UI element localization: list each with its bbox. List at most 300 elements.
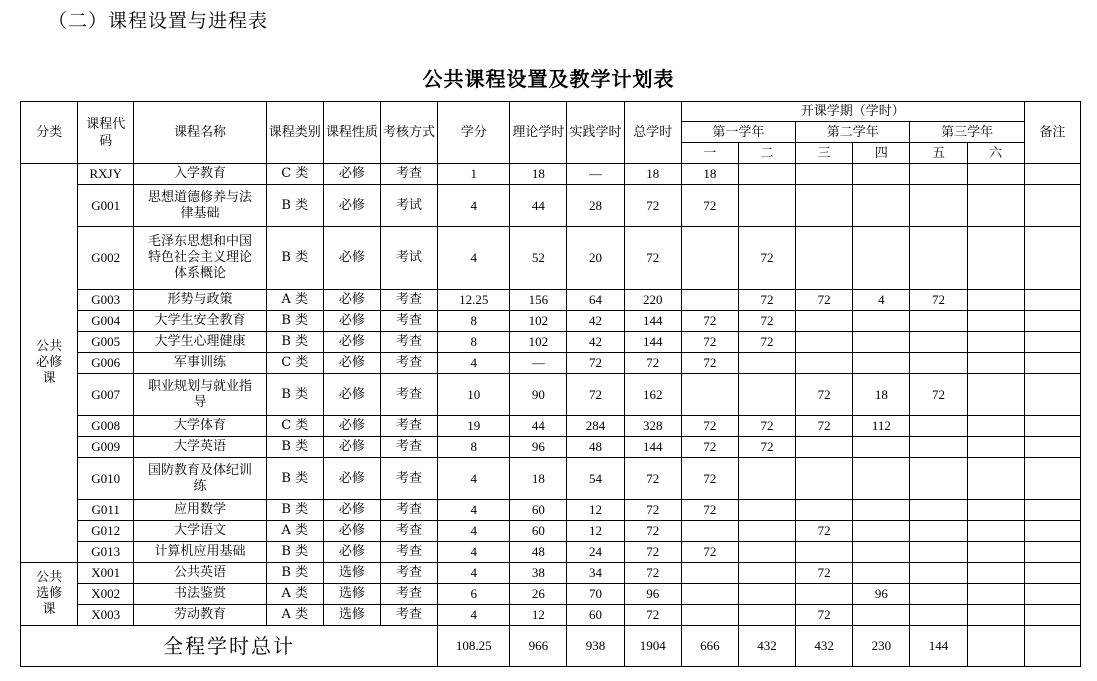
term-3-cell: [796, 353, 853, 374]
totals-term-5: 144: [910, 626, 967, 667]
term-1-cell: 72: [681, 311, 738, 332]
total-cell: 72: [624, 563, 681, 584]
remark-cell: [1024, 500, 1080, 521]
term-3-cell: [796, 164, 853, 185]
term-1-cell: 72: [681, 185, 738, 227]
table-row: [21, 311, 1081, 332]
nature-cell: 必修: [323, 416, 380, 437]
credit-cell: 10: [438, 374, 510, 416]
credit-cell: 8: [438, 332, 510, 353]
total-cell: 72: [624, 500, 681, 521]
term-4-cell: [853, 521, 910, 542]
credit-cell: 4: [438, 542, 510, 563]
code-cell: G002: [78, 227, 134, 290]
header-theory: 理论学时: [510, 102, 567, 164]
term-6-cell: [967, 584, 1024, 605]
type-cell: B 类: [266, 500, 323, 521]
header-term-5: 五: [910, 143, 967, 164]
term-6-cell: [967, 290, 1024, 311]
exam-cell: 考查: [380, 563, 437, 584]
term-6-cell: [967, 521, 1024, 542]
nature-cell: 选修: [323, 605, 380, 626]
term-1-cell: 72: [681, 353, 738, 374]
totals-term-6: [967, 626, 1024, 667]
exam-cell: 考查: [380, 164, 437, 185]
term-1-cell: [681, 605, 738, 626]
table-row: [21, 605, 1081, 626]
table-row: [21, 374, 1081, 416]
total-cell: 72: [624, 185, 681, 227]
table-title: 公共课程设置及教学计划表: [422, 67, 675, 91]
name-cell: 毛泽东思想和中国特色社会主义理论体系概论: [134, 227, 266, 290]
credit-cell: 4: [438, 605, 510, 626]
term-2-cell: [738, 164, 795, 185]
term-1-cell: 72: [681, 416, 738, 437]
nature-cell: 选修: [323, 584, 380, 605]
exam-cell: 考查: [380, 584, 437, 605]
term-4-cell: [853, 353, 910, 374]
name-cell: 军事训练: [134, 353, 266, 374]
practice-cell: 70: [567, 584, 624, 605]
term-5-cell: [910, 437, 967, 458]
term-3-cell: [796, 500, 853, 521]
remark-cell: [1024, 332, 1080, 353]
theory-cell: 102: [510, 311, 567, 332]
term-2-cell: [738, 584, 795, 605]
term-3-cell: [796, 542, 853, 563]
term-5-cell: [910, 584, 967, 605]
credit-cell: 4: [438, 353, 510, 374]
term-5-cell: [910, 563, 967, 584]
practice-cell: 72: [567, 374, 624, 416]
term-1-cell: 18: [681, 164, 738, 185]
nature-cell: 必修: [323, 332, 380, 353]
term-1-cell: 72: [681, 500, 738, 521]
nature-cell: 必修: [323, 227, 380, 290]
header-practice: 实践学时: [567, 102, 624, 164]
term-1-cell: 72: [681, 542, 738, 563]
header-code: 课程代码: [78, 102, 134, 164]
total-cell: 328: [624, 416, 681, 437]
remark-cell: [1024, 353, 1080, 374]
code-cell: G005: [78, 332, 134, 353]
term-1-cell: 72: [681, 458, 738, 500]
exam-cell: 考查: [380, 437, 437, 458]
exam-cell: 考查: [380, 542, 437, 563]
remark-cell: [1024, 290, 1080, 311]
totals-total: 1904: [624, 626, 681, 667]
term-3-cell: 72: [796, 605, 853, 626]
total-cell: 72: [624, 521, 681, 542]
term-6-cell: [967, 458, 1024, 500]
credit-cell: 4: [438, 500, 510, 521]
header-schedule: 开课学期（学时）: [681, 102, 1024, 122]
term-1-cell: [681, 584, 738, 605]
practice-cell: 28: [567, 185, 624, 227]
exam-cell: 考查: [380, 416, 437, 437]
term-5-cell: 72: [910, 374, 967, 416]
header-term-6: 六: [967, 143, 1024, 164]
exam-cell: 考查: [380, 311, 437, 332]
term-5-cell: [910, 311, 967, 332]
code-cell: G007: [78, 374, 134, 416]
practice-cell: 284: [567, 416, 624, 437]
term-3-cell: [796, 458, 853, 500]
plan-body: [21, 164, 1081, 667]
credit-cell: 4: [438, 185, 510, 227]
term-5-cell: [910, 458, 967, 500]
name-cell: 劳动教育: [134, 605, 266, 626]
term-2-cell: [738, 374, 795, 416]
code-cell: X002: [78, 584, 134, 605]
remark-cell: [1024, 227, 1080, 290]
theory-cell: 44: [510, 185, 567, 227]
code-cell: G013: [78, 542, 134, 563]
term-4-cell: 112: [853, 416, 910, 437]
practice-cell: 54: [567, 458, 624, 500]
term-4-cell: [853, 542, 910, 563]
totals-term-1: 666: [681, 626, 738, 667]
term-4-cell: [853, 605, 910, 626]
term-2-cell: [738, 458, 795, 500]
term-3-cell: [796, 227, 853, 290]
code-cell: G012: [78, 521, 134, 542]
totals-remark: [1024, 626, 1080, 667]
term-3-cell: [796, 185, 853, 227]
term-6-cell: [967, 332, 1024, 353]
header-term-1: 一: [681, 143, 738, 164]
exam-cell: 考查: [380, 605, 437, 626]
total-cell: 144: [624, 437, 681, 458]
practice-cell: 12: [567, 500, 624, 521]
term-1-cell: [681, 227, 738, 290]
term-4-cell: [853, 185, 910, 227]
type-cell: A 类: [266, 521, 323, 542]
term-3-cell: 72: [796, 416, 853, 437]
table-row: [21, 332, 1081, 353]
exam-cell: 考查: [380, 290, 437, 311]
table-row: [21, 353, 1081, 374]
theory-cell: 156: [510, 290, 567, 311]
term-4-cell: [853, 437, 910, 458]
term-4-cell: 4: [853, 290, 910, 311]
term-1-cell: [681, 521, 738, 542]
term-1-cell: 72: [681, 332, 738, 353]
nature-cell: 必修: [323, 290, 380, 311]
type-cell: B 类: [266, 458, 323, 500]
theory-cell: 90: [510, 374, 567, 416]
header-year3: 第三学年: [910, 122, 1024, 143]
term-6-cell: [967, 374, 1024, 416]
theory-cell: 26: [510, 584, 567, 605]
term-4-cell: [853, 227, 910, 290]
remark-cell: [1024, 311, 1080, 332]
totals-practice: 938: [567, 626, 624, 667]
credit-cell: 8: [438, 437, 510, 458]
header-remark: 备注: [1024, 102, 1080, 164]
term-2-cell: [738, 605, 795, 626]
code-cell: G001: [78, 185, 134, 227]
total-cell: 72: [624, 605, 681, 626]
code-cell: RXJY: [78, 164, 134, 185]
practice-cell: 60: [567, 605, 624, 626]
totals-credit: 108.25: [438, 626, 510, 667]
code-cell: X003: [78, 605, 134, 626]
exam-cell: 考查: [380, 374, 437, 416]
term-2-cell: 72: [738, 437, 795, 458]
remark-cell: [1024, 458, 1080, 500]
term-5-cell: [910, 332, 967, 353]
term-5-cell: [910, 353, 967, 374]
code-cell: G008: [78, 416, 134, 437]
term-6-cell: [967, 605, 1024, 626]
table-row: [21, 437, 1081, 458]
theory-cell: 52: [510, 227, 567, 290]
term-3-cell: 72: [796, 563, 853, 584]
exam-cell: 考试: [380, 227, 437, 290]
theory-cell: 60: [510, 500, 567, 521]
credit-cell: 4: [438, 458, 510, 500]
total-cell: 72: [624, 353, 681, 374]
theory-cell: —: [510, 353, 567, 374]
type-cell: A 类: [266, 584, 323, 605]
term-4-cell: [853, 164, 910, 185]
term-5-cell: [910, 605, 967, 626]
credit-cell: 12.25: [438, 290, 510, 311]
type-cell: B 类: [266, 332, 323, 353]
exam-cell: 考查: [380, 500, 437, 521]
practice-cell: 12: [567, 521, 624, 542]
name-cell: 书法鉴赏: [134, 584, 266, 605]
table-row: [21, 584, 1081, 605]
term-2-cell: 72: [738, 332, 795, 353]
total-cell: 162: [624, 374, 681, 416]
total-cell: 220: [624, 290, 681, 311]
type-cell: B 类: [266, 311, 323, 332]
term-3-cell: 72: [796, 521, 853, 542]
practice-cell: 42: [567, 332, 624, 353]
header-nature: 课程性质: [323, 102, 380, 164]
totals-term-3: 432: [796, 626, 853, 667]
name-cell: 形势与政策: [134, 290, 266, 311]
term-5-cell: [910, 416, 967, 437]
header-year1: 第一学年: [681, 122, 795, 143]
practice-cell: 64: [567, 290, 624, 311]
code-cell: G006: [78, 353, 134, 374]
term-4-cell: [853, 500, 910, 521]
type-cell: C 类: [266, 164, 323, 185]
theory-cell: 12: [510, 605, 567, 626]
term-5-cell: [910, 500, 967, 521]
practice-cell: 24: [567, 542, 624, 563]
term-6-cell: [967, 164, 1024, 185]
table-row: [21, 290, 1081, 311]
exam-cell: 考查: [380, 353, 437, 374]
exam-cell: 考查: [380, 332, 437, 353]
practice-cell: —: [567, 164, 624, 185]
theory-cell: 60: [510, 521, 567, 542]
nature-cell: 必修: [323, 437, 380, 458]
header-term-3: 三: [796, 143, 853, 164]
term-6-cell: [967, 185, 1024, 227]
section-title: （二）课程设置与进程表: [48, 10, 269, 32]
totals-theory: 966: [510, 626, 567, 667]
course-plan-table: [20, 101, 1081, 667]
nature-cell: 选修: [323, 563, 380, 584]
name-cell: 职业规划与就业指导: [134, 374, 266, 416]
totals-term-2: 432: [738, 626, 795, 667]
table-row: [21, 458, 1081, 500]
credit-cell: 6: [438, 584, 510, 605]
credit-cell: 4: [438, 521, 510, 542]
type-cell: B 类: [266, 437, 323, 458]
header-category: 分类: [21, 102, 78, 164]
header-type: 课程类别: [266, 102, 323, 164]
name-cell: 应用数学: [134, 500, 266, 521]
term-5-cell: [910, 542, 967, 563]
term-5-cell: [910, 227, 967, 290]
term-2-cell: 72: [738, 227, 795, 290]
total-cell: 144: [624, 311, 681, 332]
name-cell: 国防教育及体纪训练: [134, 458, 266, 500]
term-2-cell: [738, 185, 795, 227]
term-3-cell: 72: [796, 290, 853, 311]
nature-cell: 必修: [323, 185, 380, 227]
header-name: 课程名称: [134, 102, 266, 164]
term-2-cell: 72: [738, 290, 795, 311]
remark-cell: [1024, 584, 1080, 605]
nature-cell: 必修: [323, 374, 380, 416]
name-cell: 计算机应用基础: [134, 542, 266, 563]
name-cell: 思想道德修养与法律基础: [134, 185, 266, 227]
remark-cell: [1024, 374, 1080, 416]
type-cell: B 类: [266, 374, 323, 416]
total-cell: 96: [624, 584, 681, 605]
name-cell: 大学体育: [134, 416, 266, 437]
exam-cell: 考查: [380, 521, 437, 542]
credit-cell: 4: [438, 563, 510, 584]
credit-cell: 8: [438, 311, 510, 332]
credit-cell: 4: [438, 227, 510, 290]
term-1-cell: [681, 374, 738, 416]
exam-cell: 考试: [380, 185, 437, 227]
term-3-cell: [796, 584, 853, 605]
name-cell: 大学英语: [134, 437, 266, 458]
term-2-cell: [738, 353, 795, 374]
header-total: 总学时: [624, 102, 681, 164]
theory-cell: 18: [510, 164, 567, 185]
type-cell: B 类: [266, 227, 323, 290]
term-5-cell: 72: [910, 290, 967, 311]
remark-cell: [1024, 521, 1080, 542]
term-2-cell: 72: [738, 416, 795, 437]
table-row: [21, 164, 1081, 185]
type-cell: B 类: [266, 185, 323, 227]
total-cell: 72: [624, 227, 681, 290]
header-year2: 第二学年: [796, 122, 910, 143]
term-4-cell: 96: [853, 584, 910, 605]
nature-cell: 必修: [323, 458, 380, 500]
total-cell: 144: [624, 332, 681, 353]
category-cell: 公共必修课: [21, 164, 78, 563]
term-4-cell: [853, 563, 910, 584]
exam-cell: 考查: [380, 458, 437, 500]
type-cell: A 类: [266, 290, 323, 311]
table-row: [21, 416, 1081, 437]
remark-cell: [1024, 437, 1080, 458]
term-4-cell: [853, 332, 910, 353]
term-2-cell: [738, 521, 795, 542]
table-row: [21, 185, 1081, 227]
total-cell: 72: [624, 458, 681, 500]
nature-cell: 必修: [323, 311, 380, 332]
type-cell: B 类: [266, 542, 323, 563]
term-6-cell: [967, 500, 1024, 521]
name-cell: 大学生安全教育: [134, 311, 266, 332]
theory-cell: 102: [510, 332, 567, 353]
practice-cell: 20: [567, 227, 624, 290]
header-credit: 学分: [438, 102, 510, 164]
term-6-cell: [967, 353, 1024, 374]
term-6-cell: [967, 416, 1024, 437]
term-5-cell: [910, 521, 967, 542]
header-exam: 考核方式: [380, 102, 437, 164]
theory-cell: 44: [510, 416, 567, 437]
remark-cell: [1024, 605, 1080, 626]
name-cell: 公共英语: [134, 563, 266, 584]
remark-cell: [1024, 563, 1080, 584]
type-cell: C 类: [266, 353, 323, 374]
table-row: [21, 563, 1081, 584]
table-row: [21, 227, 1081, 290]
term-1-cell: [681, 290, 738, 311]
practice-cell: 34: [567, 563, 624, 584]
code-cell: G009: [78, 437, 134, 458]
theory-cell: 96: [510, 437, 567, 458]
table-row: [21, 542, 1081, 563]
practice-cell: 48: [567, 437, 624, 458]
term-5-cell: [910, 185, 967, 227]
type-cell: C 类: [266, 416, 323, 437]
term-6-cell: [967, 437, 1024, 458]
table-row: [21, 500, 1081, 521]
category-cell: 公共选修课: [21, 563, 78, 626]
term-6-cell: [967, 227, 1024, 290]
credit-cell: 1: [438, 164, 510, 185]
term-3-cell: [796, 332, 853, 353]
totals-label: 全程学时总计: [21, 626, 438, 667]
name-cell: 大学生心理健康: [134, 332, 266, 353]
term-6-cell: [967, 311, 1024, 332]
code-cell: G011: [78, 500, 134, 521]
term-6-cell: [967, 542, 1024, 563]
remark-cell: [1024, 185, 1080, 227]
type-cell: B 类: [266, 563, 323, 584]
term-2-cell: [738, 542, 795, 563]
code-cell: X001: [78, 563, 134, 584]
code-cell: G004: [78, 311, 134, 332]
term-4-cell: [853, 458, 910, 500]
header-term-4: 四: [853, 143, 910, 164]
code-cell: G010: [78, 458, 134, 500]
theory-cell: 38: [510, 563, 567, 584]
nature-cell: 必修: [323, 353, 380, 374]
term-3-cell: [796, 437, 853, 458]
term-5-cell: [910, 164, 967, 185]
credit-cell: 19: [438, 416, 510, 437]
header-term-2: 二: [738, 143, 795, 164]
total-cell: 72: [624, 542, 681, 563]
